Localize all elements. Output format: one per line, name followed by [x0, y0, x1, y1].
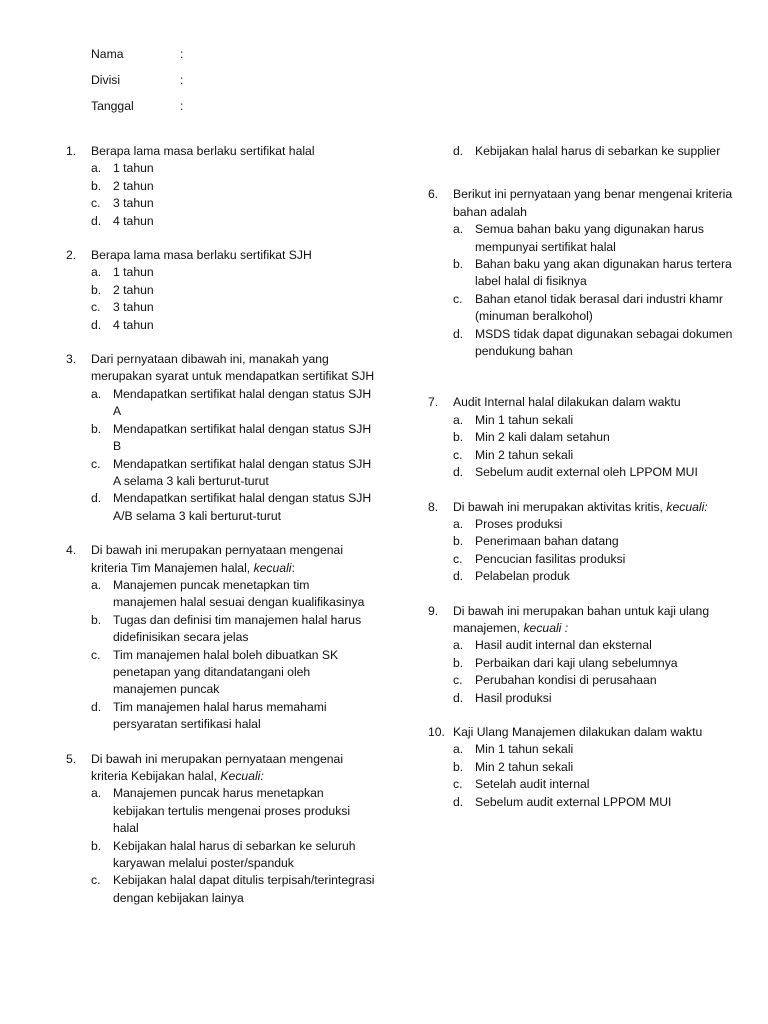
left-column	[66, 143, 376, 924]
question-6	[428, 186, 734, 360]
name-label: Nama	[91, 47, 124, 61]
answer-option	[453, 759, 734, 776]
option-text: Bahan baku yang akan digunakan harus tertera label halal di fisiknya	[475, 257, 732, 289]
option-text: Min 2 tahun sekali	[475, 759, 574, 774]
question-2	[66, 247, 376, 334]
answer-option	[91, 612, 376, 647]
question-stem: Di bawah ini merupakan bahan untuk kaji ulang manajemen,	[453, 603, 710, 635]
question-emphasis: Kecuali:	[220, 769, 264, 783]
option-text: 1 tahun	[113, 265, 154, 280]
question-stem: Berikut ini pernyataan yang benar mengenai kriteria bahan adalah	[453, 187, 733, 219]
question-tail: :	[291, 560, 295, 575]
option-text: Kebijakan halal dapat ditulis terpisah/terintegrasi dengan kebijakan lainya	[113, 873, 375, 905]
question-5-continued	[428, 143, 734, 160]
question-text	[453, 603, 734, 638]
option-text: Sebelum audit external oleh LPPOM MUI	[475, 465, 698, 480]
question-9	[428, 603, 734, 707]
question-number: 9.	[428, 603, 439, 618]
answer-option	[91, 838, 376, 873]
answer-option	[453, 794, 734, 811]
question-emphasis: kecuali :	[523, 620, 569, 635]
answer-options	[453, 143, 734, 160]
question-number: 8.	[428, 499, 439, 514]
answer-option	[91, 213, 376, 230]
answer-option	[91, 647, 376, 699]
option-text: Min 1 tahun sekali	[475, 412, 574, 427]
answer-option	[453, 447, 734, 464]
question-text	[453, 724, 734, 741]
option-letter: c.	[91, 456, 101, 471]
option-text: Hasil produksi	[475, 690, 552, 705]
question-stem: Berapa lama masa berlaku sertifikat SJH	[91, 248, 312, 263]
option-letter: a.	[91, 265, 102, 280]
question-stem: Di bawah ini merupakan pernyataan mengenai kriteria Tim Manajemen halal,	[91, 543, 344, 575]
answer-option	[91, 386, 376, 421]
option-text: Tim manajemen halal harus memahami persyaratan sertifikasi halal	[113, 699, 327, 732]
option-letter: c.	[453, 291, 463, 306]
answer-options	[91, 386, 376, 525]
question-number: 5.	[66, 751, 77, 766]
option-letter: d.	[453, 326, 464, 341]
option-text: Semua bahan baku yang digunakan harus mempunyai sertifikat halal	[475, 222, 705, 254]
question-text	[453, 394, 734, 411]
option-letter: b.	[91, 282, 102, 297]
answer-option	[453, 412, 734, 429]
option-text: Mendapatkan sertifikat halal dengan status SJH B	[113, 421, 372, 454]
option-letter: c.	[91, 647, 101, 662]
answer-option	[91, 264, 376, 281]
answer-option	[91, 178, 376, 195]
answer-option	[91, 299, 376, 316]
question-number: 10.	[428, 724, 445, 739]
option-text: Setelah audit internal	[475, 777, 590, 792]
option-letter: d.	[91, 213, 102, 228]
answer-option	[91, 456, 376, 491]
option-letter: a.	[91, 577, 102, 592]
option-letter: c.	[453, 673, 463, 688]
option-letter: d.	[91, 317, 102, 332]
option-text: Mendapatkan sertifikat halal dengan status SJH A/B selama 3 kali berturut-turut	[113, 491, 372, 523]
option-text: Mendapatkan sertifikat halal dengan status SJH A	[113, 386, 372, 419]
question-text	[91, 351, 376, 386]
answer-option	[91, 577, 376, 612]
option-letter: b.	[453, 430, 464, 445]
answer-option	[453, 568, 734, 585]
answer-option	[453, 672, 734, 689]
question-10	[428, 724, 734, 811]
answer-option	[91, 317, 376, 334]
option-text: Min 1 tahun sekali	[475, 742, 574, 757]
option-letter: c.	[91, 196, 101, 211]
question-stem: Di bawah ini merupakan pernyataan mengenai kriteria Kebijakan halal,	[91, 751, 344, 783]
question-text	[91, 542, 376, 577]
name-colon: :	[180, 47, 184, 61]
option-text: Perbaikan dari kaji ulang sebelumnya	[475, 655, 678, 670]
option-letter: c.	[453, 777, 463, 792]
question-stem: Audit Internal halal dilakukan dalam waktu	[453, 395, 681, 410]
answer-options	[453, 221, 734, 360]
option-text: Manajemen puncak harus menetapkan kebijakan tertulis mengenai proses produksi halal	[113, 786, 351, 836]
question-text	[453, 186, 734, 221]
option-letter: a.	[453, 412, 464, 427]
option-text: Pencucian fasilitas produksi	[475, 551, 626, 566]
option-text: Sebelum audit external LPPOM MUI	[475, 794, 672, 809]
option-text: 1 tahun	[113, 161, 154, 176]
answer-option	[453, 690, 734, 707]
option-letter: d.	[453, 569, 464, 584]
question-text	[91, 143, 376, 160]
answer-options	[453, 741, 734, 811]
option-letter: b.	[91, 178, 102, 193]
division-colon: :	[180, 73, 184, 87]
option-text: Perubahan kondisi di perusahaan	[475, 673, 657, 688]
option-text: 2 tahun	[113, 178, 154, 193]
answer-option	[453, 516, 734, 533]
question-text	[91, 247, 376, 264]
question-number: 6.	[428, 187, 439, 202]
question-number: 1.	[66, 144, 77, 158]
option-text: 4 tahun	[113, 317, 154, 332]
answer-option	[453, 464, 734, 481]
question-number: 7.	[428, 395, 439, 410]
option-text: 2 tahun	[113, 282, 154, 297]
answer-option	[91, 872, 376, 907]
answer-options	[91, 577, 376, 734]
option-letter: b.	[453, 257, 464, 272]
answer-option	[91, 195, 376, 212]
option-text: Hasil audit internal dan eksternal	[475, 638, 652, 653]
answer-option	[91, 699, 376, 734]
option-text: Manajemen puncak menetapkan tim manajemen halal sesuai dengan kualifikasinya	[113, 577, 365, 610]
option-letter: a.	[453, 222, 464, 237]
option-letter: b.	[453, 759, 464, 774]
option-letter: a.	[91, 786, 102, 801]
question-4	[66, 542, 376, 733]
option-letter: d.	[453, 794, 464, 809]
answer-options	[91, 785, 376, 907]
question-text	[453, 499, 734, 516]
option-letter: d.	[91, 699, 102, 714]
option-text: Tugas dan definisi tim manajemen halal harus didefinisikan secara jelas	[113, 612, 362, 645]
option-letter: a.	[453, 516, 464, 531]
question-number: 4.	[66, 543, 77, 558]
answer-option	[453, 326, 734, 361]
question-1	[66, 143, 376, 230]
answer-option	[453, 291, 734, 326]
answer-option	[453, 741, 734, 758]
answer-options	[91, 264, 376, 334]
option-letter: a.	[91, 161, 102, 176]
question-number: 3.	[66, 352, 77, 367]
option-text: Penerimaan bahan datang	[475, 534, 619, 549]
option-letter: a.	[453, 742, 464, 757]
answer-options	[453, 637, 734, 707]
question-7	[428, 394, 734, 481]
answer-option	[453, 221, 734, 256]
option-letter: b.	[91, 838, 102, 853]
option-letter: b.	[453, 534, 464, 549]
division-label: Divisi	[91, 73, 121, 87]
option-letter: c.	[453, 551, 463, 566]
answer-option	[453, 533, 734, 550]
answer-options	[91, 160, 376, 230]
answer-option	[91, 160, 376, 177]
option-text: Mendapatkan sertifikat halal dengan status SJH A selama 3 kali berturut-turut	[113, 456, 372, 488]
option-text: 3 tahun	[113, 300, 154, 315]
question-stem: Kaji Ulang Manajemen dilakukan dalam waktu	[453, 724, 703, 739]
right-column	[428, 143, 734, 828]
question-stem: Berapa lama masa berlaku sertifikat halal	[91, 144, 315, 158]
answer-option	[453, 637, 734, 654]
question-emphasis: kecuali:	[666, 499, 708, 514]
option-letter: b.	[91, 421, 102, 436]
date-colon: :	[180, 99, 184, 113]
option-letter: d.	[453, 144, 464, 158]
option-letter: c.	[91, 300, 101, 315]
answer-option	[91, 282, 376, 299]
question-stem: Di bawah ini merupakan aktivitas kritis,	[453, 499, 667, 514]
option-letter: d.	[453, 465, 464, 480]
option-text: 3 tahun	[113, 196, 154, 211]
answer-option	[453, 429, 734, 446]
option-text: Kebijakan halal harus di sebarkan ke seluruh karyawan melalui poster/spanduk	[113, 838, 356, 871]
question-stem: Dari pernyataan dibawah ini, manakah yang merupakan syarat untuk mendapatkan sertifikat SJH	[91, 352, 375, 384]
option-text: MSDS tidak dapat digunakan sebagai dokumen pendukung bahan	[475, 326, 733, 359]
question-8	[428, 499, 734, 586]
option-letter: b.	[91, 612, 102, 627]
answer-options	[453, 516, 734, 586]
question-emphasis: kecuali	[253, 560, 292, 575]
answer-option	[91, 421, 376, 456]
option-text: Bahan etanol tidak berasal dari industri khamr (minuman beralkohol)	[475, 291, 723, 324]
date-label: Tanggal	[91, 99, 134, 113]
option-letter: a.	[91, 386, 102, 401]
option-text: Kebijakan halal harus di sebarkan ke supplier	[475, 144, 721, 158]
answer-option	[453, 551, 734, 568]
answer-option	[91, 785, 376, 837]
answer-option	[91, 490, 376, 525]
option-letter: c.	[453, 447, 463, 462]
option-text: Min 2 kali dalam setahun	[475, 430, 610, 445]
option-text: Pelabelan produk	[475, 569, 570, 584]
option-text: 4 tahun	[113, 213, 154, 228]
option-letter: c.	[91, 873, 101, 888]
question-text	[91, 751, 376, 786]
option-text: Min 2 tahun sekali	[475, 447, 574, 462]
option-text: Tim manajemen halal boleh dibuatkan SK penetapan yang ditandatangani oleh manajemen puncak	[113, 647, 339, 697]
answer-option	[453, 776, 734, 793]
option-letter: b.	[453, 655, 464, 670]
question-5	[66, 751, 376, 908]
answer-option	[453, 143, 734, 160]
option-text: Proses produksi	[475, 516, 563, 531]
option-letter: d.	[453, 690, 464, 705]
option-letter: d.	[91, 491, 102, 506]
option-letter: a.	[453, 638, 464, 653]
answer-option	[453, 256, 734, 291]
answer-option	[453, 655, 734, 672]
question-number: 2.	[66, 248, 77, 263]
question-3	[66, 351, 376, 525]
answer-options	[453, 412, 734, 482]
